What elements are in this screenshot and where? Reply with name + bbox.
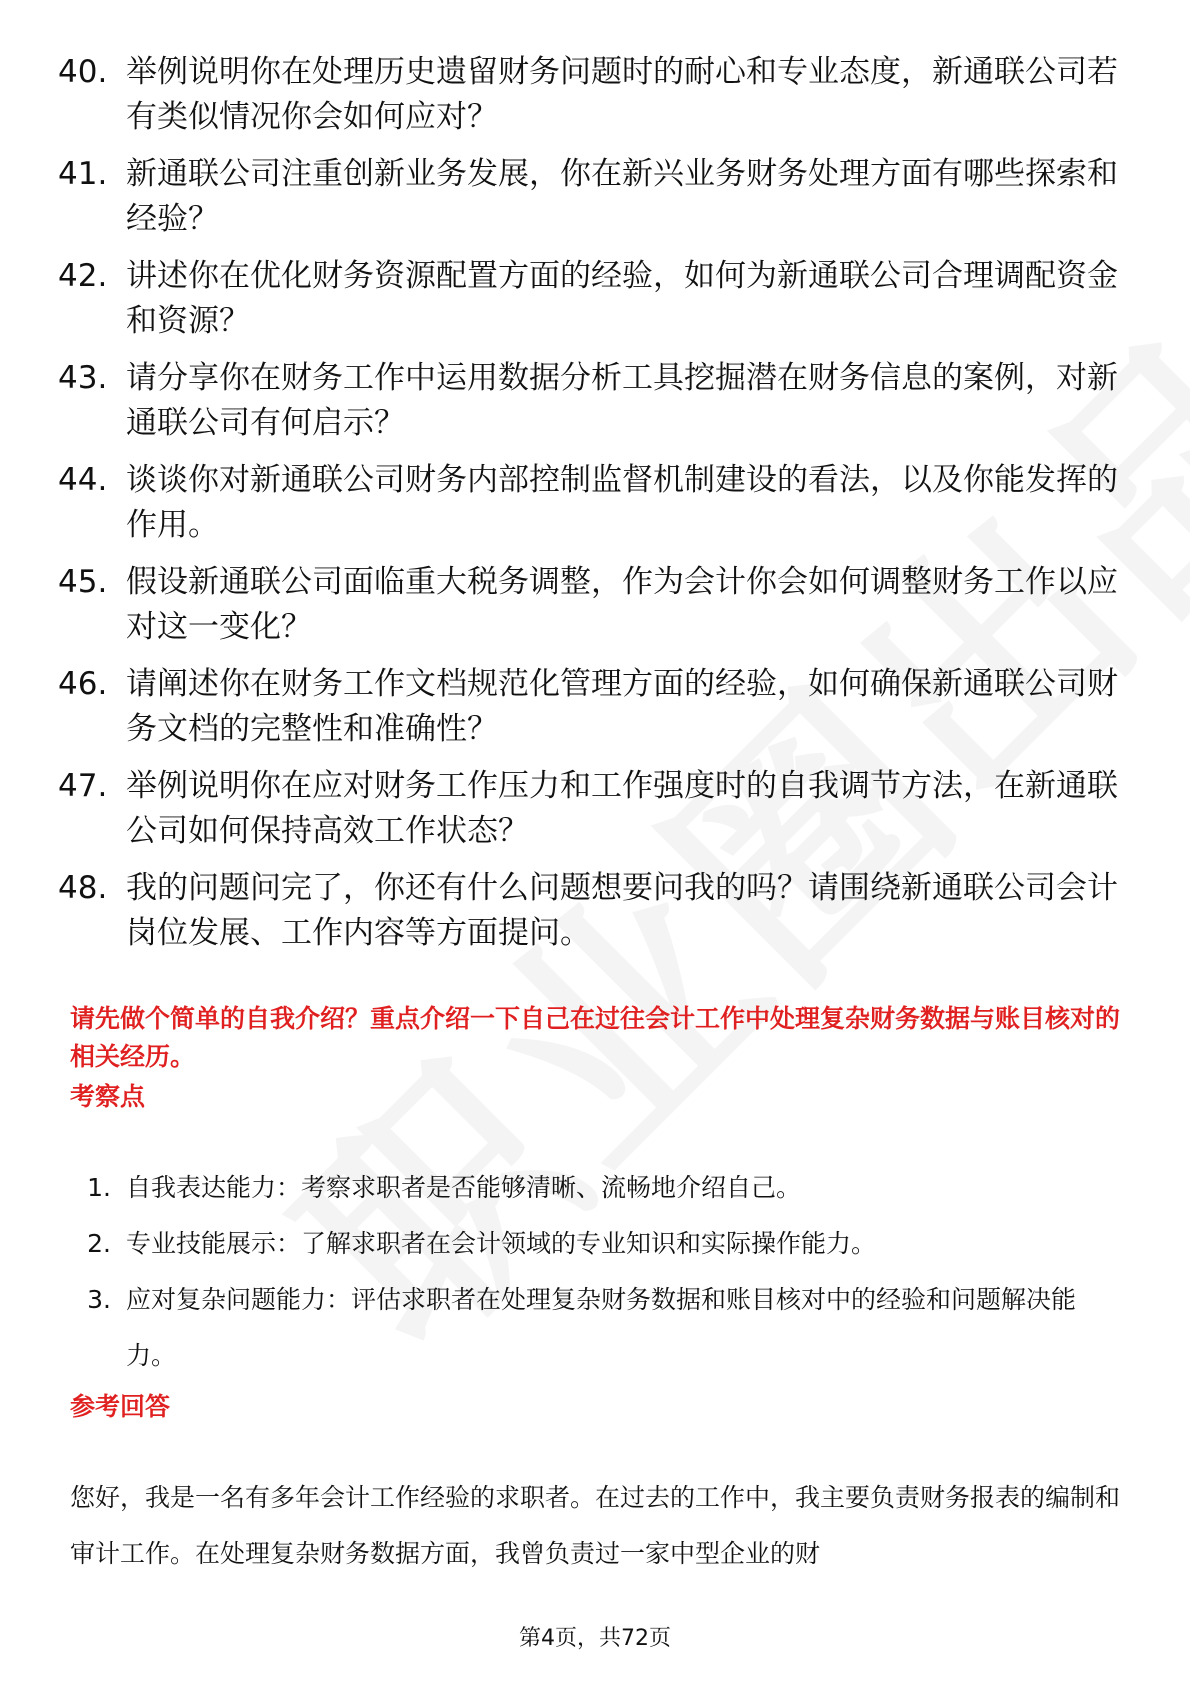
- question-number: 45.: [58, 564, 108, 600]
- question-number: 44.: [58, 462, 108, 498]
- question-number: 43.: [58, 360, 108, 396]
- question-number: 42.: [58, 258, 108, 294]
- question-item: [58, 152, 1128, 242]
- question-text: 请分享你在财务工作中运用数据分析工具挖掘潜在财务信息的案例，对新通联公司有何启示？: [126, 360, 1118, 441]
- point-item: [70, 1216, 1120, 1272]
- point-number: 3.: [87, 1285, 111, 1314]
- question-text: 举例说明你在应对财务工作压力和工作强度时的自我调节方法，在新通联公司如何保持高效工作状态？: [126, 768, 1118, 849]
- question-text: 我的问题问完了，你还有什么问题想要问我的吗？请围绕新通联公司会计岗位发展、工作内容等方面提问。: [126, 870, 1118, 951]
- page-footer: 第4页，共72页: [519, 1626, 671, 1651]
- point-text: 自我表达能力：考察求职者是否能够清晰、流畅地介绍自己。: [126, 1173, 802, 1202]
- point-text: 专业技能展示：了解求职者在会计领域的专业知识和实际操作能力。: [126, 1229, 877, 1258]
- question-text: 讲述你在优化财务资源配置方面的经验，如何为新通联公司合理调配资金和资源？: [126, 258, 1118, 339]
- question-number: 46.: [58, 666, 108, 702]
- question-number: 47.: [58, 768, 108, 804]
- question-item: [58, 764, 1128, 854]
- question-text: 请阐述你在财务工作文档规范化管理方面的经验，如何确保新通联公司财务文档的完整性和准确性？: [126, 666, 1118, 747]
- point-number: 2.: [87, 1229, 111, 1258]
- question-item: [58, 50, 1128, 140]
- question-text: 谈谈你对新通联公司财务内部控制监督机制建设的看法，以及你能发挥的作用。: [126, 462, 1118, 543]
- points-heading-title: 考察点: [70, 1082, 146, 1111]
- question-item: [58, 560, 1128, 650]
- point-item: [70, 1160, 1120, 1216]
- question-item: [58, 254, 1128, 344]
- answer-heading: 参考回答: [70, 1392, 171, 1421]
- question-text: 假设新通联公司面临重大税务调整，作为会计你会如何调整财务工作以应对这一变化？: [126, 564, 1118, 645]
- question-item: [58, 356, 1128, 446]
- question-number: 48.: [58, 870, 108, 906]
- question-number: 41.: [58, 156, 108, 192]
- point-text: 应对复杂问题能力：评估求职者在处理复杂财务数据和账目核对中的经验和问题解决能力。: [126, 1285, 1077, 1370]
- question-text: 新通联公司注重创新业务发展，你在新兴业务财务处理方面有哪些探索和经验？: [126, 156, 1118, 237]
- point-item: [70, 1272, 1120, 1384]
- question-number: 40.: [58, 54, 108, 90]
- answer-text: 您好，我是一名有多年会计工作经验的求职者。在过去的工作中，我主要负责财务报表的编制和审计工作。在处理复杂财务数据方面，我曾负责过一家中型企业的财: [70, 1483, 1121, 1568]
- question-list: [58, 50, 1128, 968]
- point-number: 1.: [87, 1173, 111, 1202]
- question-item: [58, 458, 1128, 548]
- question-item: [58, 866, 1128, 956]
- question-text: 举例说明你在处理历史遗留财务问题时的耐心和专业态度，新通联公司若有类似情况你会如何应对？: [126, 54, 1118, 135]
- featured-question: 请先做个简单的自我介绍？重点介绍一下自己在过往会计工作中处理复杂财务数据与账目核对的相关经历。: [70, 1004, 1121, 1071]
- question-item: [58, 662, 1128, 752]
- points-list: [70, 1160, 1120, 1384]
